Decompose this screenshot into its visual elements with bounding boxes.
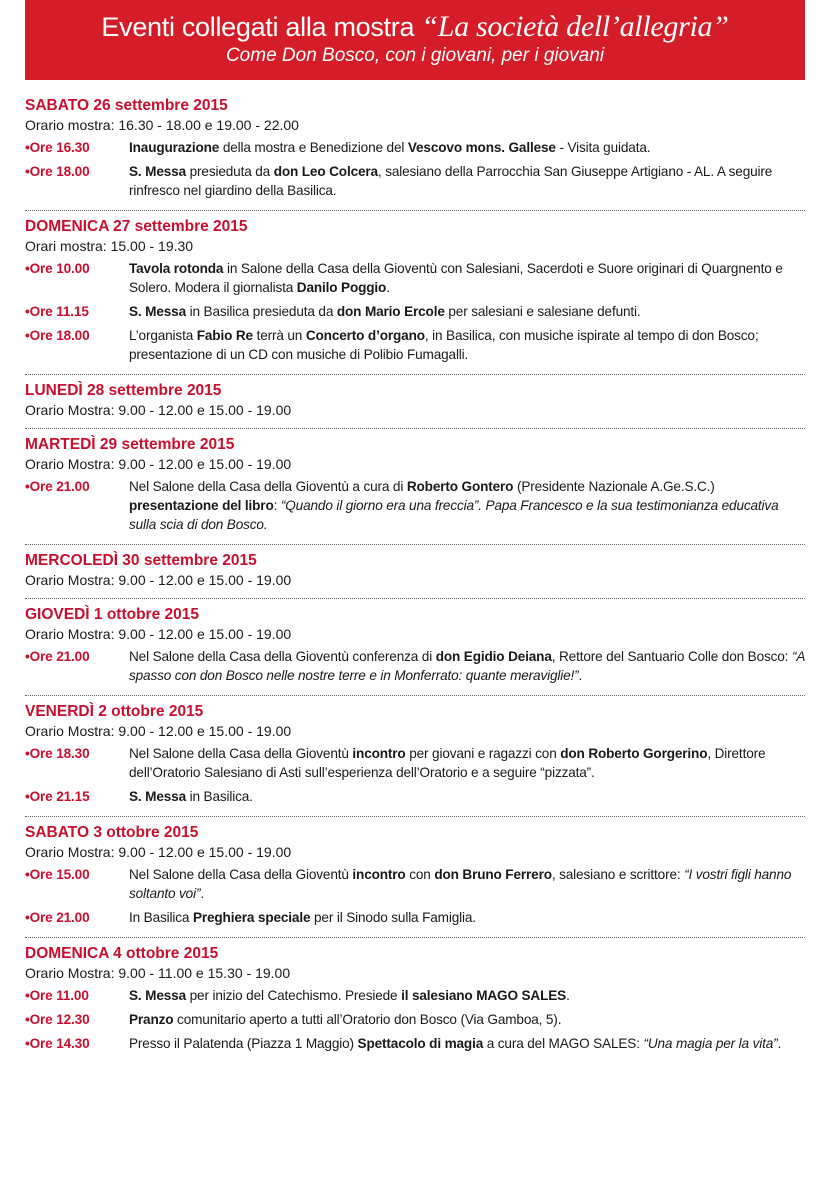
event-text: Presso il Palatenda (Piazza 1 Maggio) <box>129 1036 358 1051</box>
event-text: in Basilica presieduta da <box>186 304 337 319</box>
day-section <box>25 435 805 545</box>
exhibition-hours: Orario Mostra: 9.00 - 12.00 e 15.00 - 19.00 <box>25 723 292 739</box>
title-prefix: Eventi collegati alla mostra <box>101 12 415 42</box>
event-text: , in Basilica, con musiche ispirate al tempo di don Bosco; presentazione di un CD con musiche di Polibio Fumagalli. <box>129 328 759 362</box>
event-text: in Basilica. <box>186 789 253 804</box>
event-description <box>129 326 805 364</box>
event-time: • Ore 21.00 <box>25 908 129 927</box>
event-text: Nel Salone della Casa della Gioventù <box>129 746 353 761</box>
event-text: Nel Salone della Casa della Gioventù <box>129 867 353 882</box>
event-highlight: Vescovo mons. Gallese <box>407 140 556 155</box>
event-text: con <box>405 867 435 882</box>
event-description <box>129 986 805 1005</box>
event-text: per inizio del Catechismo. Presiede <box>186 988 402 1003</box>
event-item <box>25 1034 805 1053</box>
event-text: . <box>200 886 204 901</box>
event-item <box>25 787 805 806</box>
event-description <box>129 259 805 297</box>
exhibition-hours: Orari mostra: 15.00 - 19.30 <box>25 238 194 254</box>
event-highlight: incontro <box>352 746 406 761</box>
day-title: LUNEDÌ 28 settembre 2015 <box>25 382 222 399</box>
page-subtitle: Come Don Bosco, con i giovani, per i giovani <box>225 45 605 66</box>
event-text: (Presidente Nazionale A.Ge.S.C.) <box>513 479 715 494</box>
event-text: . <box>386 280 390 295</box>
page-title <box>25 0 805 44</box>
event-highlight: presentazione del libro <box>129 498 274 513</box>
day-section <box>25 944 805 1063</box>
event-text: per il Sinodo sulla Famiglia. <box>310 910 476 925</box>
event-text: Nel Salone della Casa della Gioventù conferenza di <box>129 649 436 664</box>
event-item <box>25 326 805 364</box>
event-text: per salesiani e salesiane defunti. <box>444 304 641 319</box>
event-time: • Ore 10.00 <box>25 259 129 297</box>
event-item <box>25 162 805 200</box>
day-title: DOMENICA 27 settembre 2015 <box>25 218 248 235</box>
event-text: In Basilica <box>129 910 193 925</box>
event-description <box>129 787 805 806</box>
event-text: . <box>566 988 570 1003</box>
exhibition-hours: Orario Mostra: 9.00 - 12.00 e 15.00 - 19.00 <box>25 456 292 472</box>
event-highlight: Roberto Gontero <box>406 479 514 494</box>
day-title: SABATO 3 ottobre 2015 <box>25 824 199 841</box>
exhibition-hours: Orario Mostra: 9.00 - 12.00 e 15.00 - 19.00 <box>25 626 292 642</box>
event-time: • Ore 15.00 <box>25 865 129 903</box>
event-text: presieduta da <box>186 164 274 179</box>
event-item <box>25 744 805 782</box>
event-highlight: S. Messa <box>129 304 186 319</box>
event-item <box>25 986 805 1005</box>
event-highlight: Spettacolo di magia <box>357 1036 484 1051</box>
event-description <box>129 1034 805 1053</box>
event-highlight: Pranzo <box>129 1012 174 1027</box>
event-text: Nel Salone della Casa della Gioventù a cura di <box>129 479 407 494</box>
event-item <box>25 302 805 321</box>
day-section <box>25 605 805 696</box>
event-item <box>25 138 805 157</box>
event-time: • Ore 12.30 <box>25 1010 129 1029</box>
event-time: • Ore 18.00 <box>25 162 129 200</box>
day-section <box>25 551 805 599</box>
event-time: • Ore 18.00 <box>25 326 129 364</box>
day-title: DOMENICA 4 ottobre 2015 <box>25 945 219 962</box>
exhibition-hours: Orario Mostra: 9.00 - 12.00 e 15.00 - 19.00 <box>25 572 292 588</box>
exhibition-hours: Orario Mostra: 9.00 - 12.00 e 15.00 - 19.00 <box>25 402 292 418</box>
event-text: . <box>777 1036 782 1051</box>
page-header <box>25 0 805 80</box>
event-highlight: S. Messa <box>129 164 186 179</box>
event-text: - Visita guidata. <box>555 140 651 155</box>
event-text: per giovani e ragazzi con <box>405 746 561 761</box>
event-highlight: don Egidio Deiana <box>435 649 552 664</box>
event-description <box>129 477 805 534</box>
event-quote: “Quando il giorno era una freccia”. Papa Francesco e la sua testimonianza educativa sulla scia di don Bosco. <box>129 498 779 532</box>
event-time: • Ore 16.30 <box>25 138 129 157</box>
event-description <box>129 744 805 782</box>
event-text: : <box>273 498 281 513</box>
event-highlight: Danilo Poggio <box>296 280 387 295</box>
day-title: GIOVEDÌ 1 ottobre 2015 <box>25 606 199 623</box>
day-section <box>25 381 805 429</box>
event-item <box>25 1010 805 1029</box>
event-description <box>129 162 805 200</box>
events-list <box>25 96 805 1069</box>
event-time: • Ore 14.30 <box>25 1034 129 1053</box>
event-highlight: S. Messa <box>129 789 186 804</box>
event-description <box>129 647 805 685</box>
event-highlight: Preghiera speciale <box>192 910 311 925</box>
event-time: • Ore 18.30 <box>25 744 129 782</box>
event-highlight: Inaugurazione <box>129 140 220 155</box>
event-text: , Direttore dell’Oratorio Salesiano di Asti sull’esperienza dell’Oratorio e a seguire “pizzata”. <box>129 746 766 780</box>
event-description <box>129 302 805 321</box>
event-text: . <box>578 668 583 683</box>
event-highlight: don Bruno Ferrero <box>434 867 552 882</box>
day-title: SABATO 26 settembre 2015 <box>25 97 228 114</box>
event-highlight: incontro <box>352 867 406 882</box>
event-time: • Ore 21.15 <box>25 787 129 806</box>
day-title: VENERDÌ 2 ottobre 2015 <box>25 703 204 720</box>
event-highlight: Concerto d’organo <box>305 328 425 343</box>
exhibition-hours: Orario Mostra: 9.00 - 12.00 e 15.00 - 19.00 <box>25 844 292 860</box>
event-text: , salesiano e scrittore: <box>551 867 685 882</box>
event-description <box>129 138 805 157</box>
event-highlight: don Roberto Gorgerino <box>560 746 708 761</box>
event-time: • Ore 21.00 <box>25 647 129 685</box>
exhibition-hours: Orario Mostra: 9.00 - 11.00 e 15.30 - 19.00 <box>25 965 291 981</box>
day-section <box>25 96 805 211</box>
day-section <box>25 702 805 817</box>
exhibition-hours: Orario mostra: 16.30 - 18.00 e 19.00 - 22.00 <box>25 117 299 133</box>
event-text: in Salone della Casa della Gioventù con Salesiani, Sacerdoti e Suore originari di Quargnento e Solero. Modera il giornalista <box>129 261 783 295</box>
event-text: terrà un <box>252 328 306 343</box>
day-title: MARTEDÌ 29 settembre 2015 <box>25 436 235 453</box>
event-item <box>25 477 805 534</box>
day-title: MERCOLEDÌ 30 settembre 2015 <box>25 552 257 569</box>
event-highlight: S. Messa <box>129 988 186 1003</box>
event-item <box>25 865 805 903</box>
event-quote: “I vostri figli hanno soltanto voi” <box>129 867 792 901</box>
event-highlight: don Mario Ercole <box>336 304 445 319</box>
event-description <box>129 908 805 927</box>
day-section <box>25 217 805 375</box>
event-text: , salesiano della Parrocchia San Giuseppe Artigiano - AL. A seguire rinfresco nel giardino della Basilica. <box>129 164 773 198</box>
day-section <box>25 823 805 938</box>
event-item <box>25 647 805 685</box>
event-quote: “Una magia per la vita” <box>643 1036 778 1051</box>
event-highlight: il salesiano MAGO SALES <box>401 988 567 1003</box>
event-text: a cura del MAGO SALES: <box>483 1036 644 1051</box>
event-description <box>129 1010 805 1029</box>
exhibition-name: “La società dell’allegria” <box>421 10 729 43</box>
event-highlight: Fabio Re <box>196 328 253 343</box>
event-text: , Rettore del Santuario Colle don Bosco: <box>551 649 792 664</box>
event-time: • Ore 11.15 <box>25 302 129 321</box>
event-item <box>25 908 805 927</box>
event-highlight: don Leo Colcera <box>273 164 378 179</box>
event-quote: “A spasso con don Bosco nelle nostre terre e in Monferrato: quante meraviglie!” <box>129 649 805 683</box>
event-description <box>129 865 805 903</box>
event-time: • Ore 21.00 <box>25 477 129 534</box>
event-highlight: Tavola rotonda <box>129 261 224 276</box>
event-text: comunitario aperto a tutti all’Oratorio don Bosco (Via Gamboa, 5). <box>173 1012 562 1027</box>
event-item <box>25 259 805 297</box>
event-text: L’organista <box>129 328 197 343</box>
event-text: della mostra e Benedizione del <box>219 140 408 155</box>
event-time: • Ore 11.00 <box>25 986 129 1005</box>
